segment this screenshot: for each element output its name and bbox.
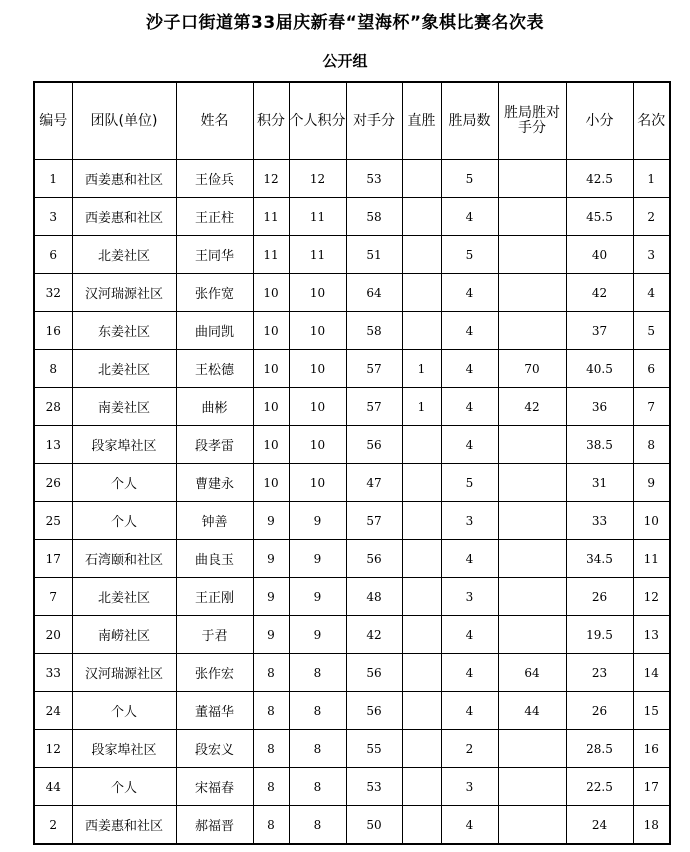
cell-opp-score: 42 (346, 616, 402, 654)
cell-minor-score: 40 (566, 236, 633, 274)
cell-direct-win (402, 730, 441, 768)
cell-points: 8 (253, 768, 289, 806)
cell-direct-win (402, 502, 441, 540)
cell-name: 宋福春 (176, 768, 253, 806)
header-wins-opp-score: 胜局胜对手分 (498, 82, 566, 160)
table-row (34, 312, 670, 350)
cell-rank: 3 (633, 236, 670, 274)
cell-direct-win (402, 312, 441, 350)
cell-name: 曲同凯 (176, 312, 253, 350)
cell-minor-score: 31 (566, 464, 633, 502)
cell-minor-score: 26 (566, 692, 633, 730)
cell-points: 9 (253, 540, 289, 578)
cell-team: 个人 (72, 768, 176, 806)
cell-name: 王同华 (176, 236, 253, 274)
cell-personal-points: 8 (289, 692, 346, 730)
cell-points: 8 (253, 730, 289, 768)
cell-team: 汉河瑞源社区 (72, 654, 176, 692)
header-team: 团队(单位) (72, 82, 176, 160)
cell-personal-points: 10 (289, 464, 346, 502)
header-wins: 胜局数 (441, 82, 498, 160)
cell-no: 16 (34, 312, 72, 350)
cell-no: 28 (34, 388, 72, 426)
table-header-row (34, 82, 670, 160)
cell-wins: 4 (441, 388, 498, 426)
table-row (34, 540, 670, 578)
table-row (34, 578, 670, 616)
cell-name: 曲良玉 (176, 540, 253, 578)
cell-opp-score: 64 (346, 274, 402, 312)
cell-direct-win (402, 768, 441, 806)
cell-minor-score: 42.5 (566, 160, 633, 198)
cell-wins: 3 (441, 578, 498, 616)
cell-wins: 4 (441, 350, 498, 388)
cell-wins: 4 (441, 198, 498, 236)
cell-no: 26 (34, 464, 72, 502)
cell-rank: 13 (633, 616, 670, 654)
cell-direct-win (402, 692, 441, 730)
cell-no: 1 (34, 160, 72, 198)
cell-name: 钟善 (176, 502, 253, 540)
cell-no: 24 (34, 692, 72, 730)
cell-team: 西姜惠和社区 (72, 198, 176, 236)
cell-opp-score: 50 (346, 806, 402, 845)
cell-wins: 3 (441, 502, 498, 540)
cell-no: 17 (34, 540, 72, 578)
cell-personal-points: 11 (289, 198, 346, 236)
cell-name: 段宏义 (176, 730, 253, 768)
cell-personal-points: 11 (289, 236, 346, 274)
cell-opp-score: 57 (346, 388, 402, 426)
table-row (34, 654, 670, 692)
cell-wins-opp-score: 70 (498, 350, 566, 388)
cell-name: 王俭兵 (176, 160, 253, 198)
cell-personal-points: 12 (289, 160, 346, 198)
cell-wins: 5 (441, 160, 498, 198)
cell-name: 董福华 (176, 692, 253, 730)
cell-no: 6 (34, 236, 72, 274)
cell-wins: 4 (441, 274, 498, 312)
cell-opp-score: 58 (346, 312, 402, 350)
cell-team: 南崂社区 (72, 616, 176, 654)
cell-team: 汉河瑞源社区 (72, 274, 176, 312)
cell-team: 个人 (72, 692, 176, 730)
cell-personal-points: 9 (289, 616, 346, 654)
cell-name: 段孝雷 (176, 426, 253, 464)
cell-points: 10 (253, 312, 289, 350)
cell-opp-score: 56 (346, 540, 402, 578)
cell-personal-points: 8 (289, 730, 346, 768)
cell-wins: 4 (441, 312, 498, 350)
cell-opp-score: 53 (346, 160, 402, 198)
cell-wins: 4 (441, 692, 498, 730)
table-body (34, 160, 670, 845)
cell-team: 段家埠社区 (72, 426, 176, 464)
cell-wins-opp-score (498, 806, 566, 845)
cell-minor-score: 40.5 (566, 350, 633, 388)
header-direct-win: 直胜 (402, 82, 441, 160)
cell-wins: 4 (441, 426, 498, 464)
cell-minor-score: 33 (566, 502, 633, 540)
cell-points: 9 (253, 616, 289, 654)
cell-minor-score: 19.5 (566, 616, 633, 654)
cell-wins-opp-score (498, 198, 566, 236)
cell-rank: 1 (633, 160, 670, 198)
cell-no: 3 (34, 198, 72, 236)
cell-rank: 12 (633, 578, 670, 616)
cell-rank: 8 (633, 426, 670, 464)
cell-opp-score: 55 (346, 730, 402, 768)
cell-minor-score: 34.5 (566, 540, 633, 578)
cell-no: 20 (34, 616, 72, 654)
cell-wins-opp-score: 64 (498, 654, 566, 692)
cell-points: 9 (253, 502, 289, 540)
cell-wins-opp-score (498, 160, 566, 198)
cell-wins-opp-score (498, 236, 566, 274)
table-row (34, 388, 670, 426)
table-row (34, 692, 670, 730)
header-rank: 名次 (633, 82, 670, 160)
cell-personal-points: 9 (289, 540, 346, 578)
cell-direct-win (402, 426, 441, 464)
cell-points: 10 (253, 274, 289, 312)
cell-rank: 4 (633, 274, 670, 312)
cell-no: 32 (34, 274, 72, 312)
cell-team: 北姜社区 (72, 236, 176, 274)
cell-opp-score: 53 (346, 768, 402, 806)
cell-direct-win (402, 806, 441, 845)
cell-wins-opp-score (498, 616, 566, 654)
cell-name: 张作宽 (176, 274, 253, 312)
cell-no: 13 (34, 426, 72, 464)
cell-minor-score: 28.5 (566, 730, 633, 768)
header-points: 积分 (253, 82, 289, 160)
cell-no: 7 (34, 578, 72, 616)
cell-name: 王正柱 (176, 198, 253, 236)
table-row (34, 806, 670, 845)
cell-wins-opp-score (498, 464, 566, 502)
cell-name: 曹建永 (176, 464, 253, 502)
table-row (34, 160, 670, 198)
cell-wins-opp-score (498, 730, 566, 768)
cell-wins: 4 (441, 806, 498, 845)
cell-opp-score: 57 (346, 502, 402, 540)
cell-rank: 5 (633, 312, 670, 350)
header-personal-points: 个人积分 (289, 82, 346, 160)
cell-personal-points: 10 (289, 388, 346, 426)
cell-wins: 4 (441, 540, 498, 578)
cell-points: 8 (253, 654, 289, 692)
cell-name: 郝福晋 (176, 806, 253, 845)
cell-no: 8 (34, 350, 72, 388)
header-opp-score: 对手分 (346, 82, 402, 160)
cell-direct-win (402, 274, 441, 312)
cell-points: 10 (253, 426, 289, 464)
header-minor-score: 小分 (566, 82, 633, 160)
cell-wins: 2 (441, 730, 498, 768)
cell-team: 石湾颐和社区 (72, 540, 176, 578)
cell-wins-opp-score (498, 312, 566, 350)
cell-wins-opp-score (498, 578, 566, 616)
cell-name: 于君 (176, 616, 253, 654)
cell-opp-score: 48 (346, 578, 402, 616)
cell-wins-opp-score: 42 (498, 388, 566, 426)
cell-wins-opp-score (498, 502, 566, 540)
cell-rank: 10 (633, 502, 670, 540)
cell-wins: 5 (441, 236, 498, 274)
cell-team: 东姜社区 (72, 312, 176, 350)
cell-wins-opp-score (498, 426, 566, 464)
cell-opp-score: 58 (346, 198, 402, 236)
cell-rank: 6 (633, 350, 670, 388)
cell-direct-win: 1 (402, 350, 441, 388)
cell-wins-opp-score (498, 274, 566, 312)
cell-direct-win (402, 160, 441, 198)
cell-personal-points: 8 (289, 654, 346, 692)
header-name: 姓名 (176, 82, 253, 160)
cell-team: 南姜社区 (72, 388, 176, 426)
cell-wins-opp-score (498, 540, 566, 578)
cell-personal-points: 8 (289, 806, 346, 845)
cell-direct-win (402, 654, 441, 692)
cell-name: 王松德 (176, 350, 253, 388)
cell-personal-points: 10 (289, 312, 346, 350)
cell-wins-opp-score (498, 768, 566, 806)
cell-wins: 3 (441, 768, 498, 806)
cell-rank: 14 (633, 654, 670, 692)
cell-no: 12 (34, 730, 72, 768)
cell-wins-opp-score: 44 (498, 692, 566, 730)
cell-wins: 4 (441, 616, 498, 654)
cell-direct-win: 1 (402, 388, 441, 426)
cell-direct-win (402, 464, 441, 502)
cell-rank: 7 (633, 388, 670, 426)
table-row (34, 464, 670, 502)
cell-wins: 4 (441, 654, 498, 692)
cell-team: 个人 (72, 464, 176, 502)
cell-no: 2 (34, 806, 72, 845)
cell-points: 10 (253, 388, 289, 426)
cell-rank: 2 (633, 198, 670, 236)
table-row (34, 350, 670, 388)
table-row (34, 198, 670, 236)
cell-opp-score: 56 (346, 692, 402, 730)
cell-team: 北姜社区 (72, 350, 176, 388)
cell-points: 11 (253, 236, 289, 274)
cell-name: 王正刚 (176, 578, 253, 616)
cell-no: 33 (34, 654, 72, 692)
cell-personal-points: 9 (289, 578, 346, 616)
cell-name: 张作宏 (176, 654, 253, 692)
group-subtitle: 公开组 (322, 52, 368, 70)
cell-minor-score: 23 (566, 654, 633, 692)
cell-direct-win (402, 198, 441, 236)
table-row (34, 768, 670, 806)
cell-opp-score: 57 (346, 350, 402, 388)
cell-team: 西姜惠和社区 (72, 806, 176, 845)
cell-no: 44 (34, 768, 72, 806)
cell-opp-score: 47 (346, 464, 402, 502)
cell-personal-points: 9 (289, 502, 346, 540)
table-row (34, 236, 670, 274)
cell-minor-score: 36 (566, 388, 633, 426)
cell-personal-points: 10 (289, 274, 346, 312)
cell-rank: 18 (633, 806, 670, 845)
table-row (34, 502, 670, 540)
cell-wins: 5 (441, 464, 498, 502)
cell-rank: 15 (633, 692, 670, 730)
cell-minor-score: 26 (566, 578, 633, 616)
cell-team: 西姜惠和社区 (72, 160, 176, 198)
header-no: 编号 (34, 82, 72, 160)
cell-minor-score: 37 (566, 312, 633, 350)
cell-points: 11 (253, 198, 289, 236)
cell-points: 8 (253, 806, 289, 845)
ranking-table (33, 81, 671, 845)
table-row (34, 730, 670, 768)
table-row (34, 274, 670, 312)
cell-minor-score: 45.5 (566, 198, 633, 236)
cell-direct-win (402, 236, 441, 274)
table-row (34, 616, 670, 654)
cell-minor-score: 22.5 (566, 768, 633, 806)
cell-team: 个人 (72, 502, 176, 540)
cell-personal-points: 10 (289, 426, 346, 464)
cell-no: 25 (34, 502, 72, 540)
cell-team: 段家埠社区 (72, 730, 176, 768)
cell-direct-win (402, 540, 441, 578)
cell-rank: 9 (633, 464, 670, 502)
cell-points: 12 (253, 160, 289, 198)
document-title: 沙子口街道第33届庆新春“望海杯”象棋比赛名次表 (145, 13, 544, 33)
cell-points: 8 (253, 692, 289, 730)
cell-direct-win (402, 616, 441, 654)
table-row (34, 426, 670, 464)
cell-minor-score: 42 (566, 274, 633, 312)
cell-minor-score: 24 (566, 806, 633, 845)
cell-personal-points: 8 (289, 768, 346, 806)
cell-points: 9 (253, 578, 289, 616)
cell-rank: 11 (633, 540, 670, 578)
cell-points: 10 (253, 464, 289, 502)
cell-team: 北姜社区 (72, 578, 176, 616)
cell-points: 10 (253, 350, 289, 388)
cell-minor-score: 38.5 (566, 426, 633, 464)
cell-opp-score: 56 (346, 426, 402, 464)
cell-opp-score: 51 (346, 236, 402, 274)
cell-opp-score: 56 (346, 654, 402, 692)
cell-rank: 17 (633, 768, 670, 806)
cell-direct-win (402, 578, 441, 616)
cell-personal-points: 10 (289, 350, 346, 388)
cell-name: 曲彬 (176, 388, 253, 426)
cell-rank: 16 (633, 730, 670, 768)
